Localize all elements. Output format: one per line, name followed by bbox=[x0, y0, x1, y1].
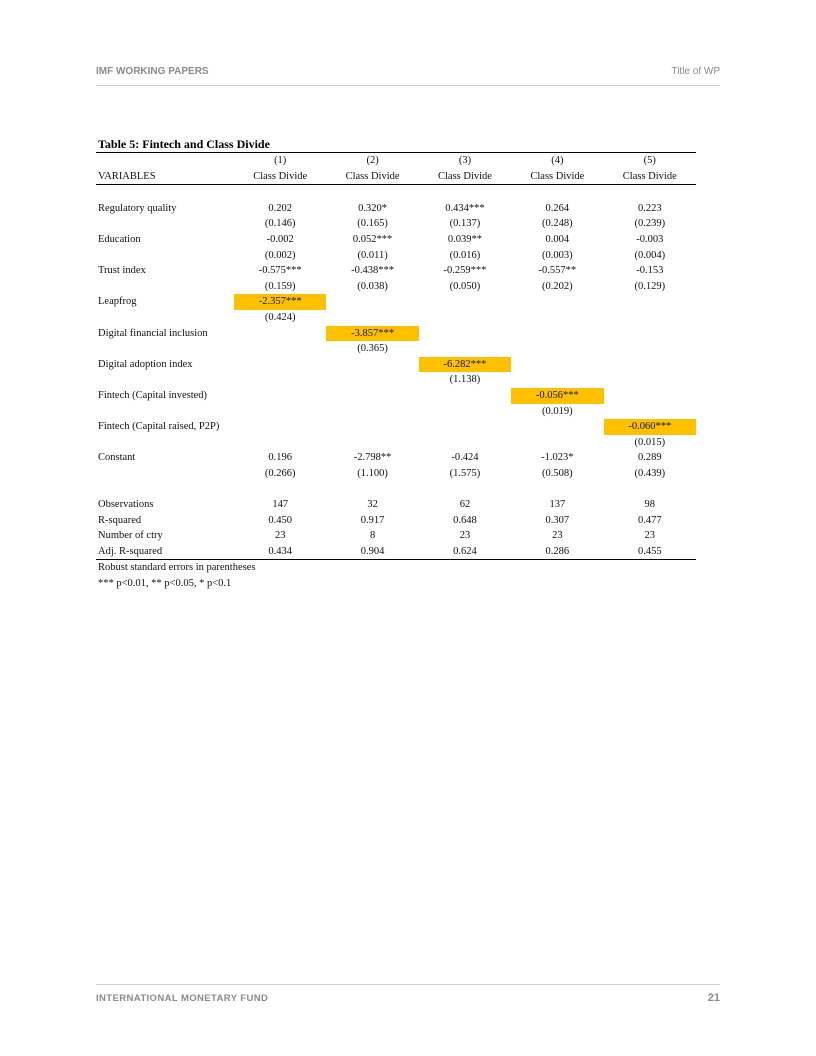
statistic-value: 0.455 bbox=[604, 544, 696, 560]
coefficient-cell: 0.289 bbox=[637, 452, 662, 464]
standard-error-row bbox=[96, 435, 696, 451]
column-number: (1) bbox=[234, 153, 326, 169]
standard-error-cell: (0.137) bbox=[449, 218, 481, 230]
coefficient-cell bbox=[326, 294, 418, 310]
coefficient-cell bbox=[604, 357, 696, 373]
standard-error-row bbox=[96, 404, 696, 420]
standard-error-row bbox=[96, 341, 696, 357]
standard-error-cell: (0.202) bbox=[542, 280, 573, 292]
statistic-value: 23 bbox=[552, 530, 563, 542]
standard-error-cell bbox=[234, 372, 326, 388]
blank-cell bbox=[96, 153, 234, 169]
standard-error-cell: (0.011) bbox=[357, 249, 388, 261]
standard-error-cell bbox=[326, 372, 418, 388]
statistic-value: 62 bbox=[459, 499, 471, 511]
coefficient-cell bbox=[511, 294, 603, 310]
page-header bbox=[96, 66, 720, 86]
standard-error-cell: (0.165) bbox=[357, 218, 388, 230]
coefficient-cell: -3.857*** bbox=[326, 326, 418, 342]
blank-cell bbox=[419, 185, 511, 201]
standard-error-cell bbox=[604, 372, 696, 388]
standard-error-cell: (0.508) bbox=[542, 467, 573, 479]
coefficient-row bbox=[96, 357, 696, 373]
statistics-row bbox=[96, 513, 696, 529]
variable-label: Digital financial inclusion bbox=[98, 327, 208, 339]
standard-error-cell bbox=[326, 435, 418, 451]
standard-error-cell bbox=[604, 404, 696, 420]
standard-error-cell: (0.002) bbox=[264, 249, 296, 261]
coefficient-cell: 0.039** bbox=[447, 233, 483, 245]
page-footer bbox=[96, 984, 720, 1007]
coefficient-cell: 0.223 bbox=[637, 202, 662, 214]
standard-error-row bbox=[96, 279, 696, 295]
standard-error-cell: (0.248) bbox=[542, 218, 573, 230]
coefficient-cell bbox=[326, 357, 418, 373]
statistic-value: 0.904 bbox=[326, 544, 418, 560]
spacer-row bbox=[96, 481, 696, 497]
blank-cell bbox=[96, 341, 234, 357]
blank-cell bbox=[326, 185, 418, 201]
table-note-significance: *** p<0.01, ** p<0.05, * p<0.1 bbox=[98, 578, 232, 590]
dependent-variable-label: Class Divide bbox=[234, 169, 326, 185]
statistic-value: 0.648 bbox=[453, 514, 477, 526]
standard-error-cell: (0.424) bbox=[264, 311, 296, 323]
column-number: (5) bbox=[604, 153, 696, 169]
coefficient-cell: 0.264 bbox=[545, 202, 570, 214]
coefficient-cell bbox=[326, 388, 418, 404]
standard-error-cell bbox=[419, 435, 511, 451]
variable-label: Regulatory quality bbox=[98, 202, 177, 214]
dependent-variable-label: Class Divide bbox=[326, 169, 418, 185]
coefficient-cell bbox=[511, 419, 603, 435]
statistic-label: Observations bbox=[98, 499, 154, 511]
coefficient-cell: -0.056*** bbox=[511, 388, 603, 404]
dependent-variable-label: Class Divide bbox=[419, 169, 511, 185]
blank-cell bbox=[96, 310, 234, 326]
statistic-value: 147 bbox=[272, 499, 289, 511]
standard-error-cell: (0.019) bbox=[542, 405, 573, 417]
standard-error-cell bbox=[326, 310, 418, 326]
coefficient-cell bbox=[604, 388, 696, 404]
coefficient-row bbox=[96, 388, 696, 404]
blank-cell bbox=[604, 481, 696, 497]
dependent-variable-row bbox=[96, 169, 696, 185]
standard-error-row bbox=[96, 310, 696, 326]
coefficient-cell: 0.202 bbox=[268, 202, 292, 214]
column-number: (2) bbox=[326, 153, 418, 169]
coefficient-cell: -0.002 bbox=[266, 233, 294, 245]
coefficient-cell: 0.434*** bbox=[445, 202, 485, 214]
dependent-variable-label: Class Divide bbox=[511, 169, 603, 185]
standard-error-cell: (0.129) bbox=[634, 280, 666, 292]
coefficient-cell: -6.282*** bbox=[419, 357, 511, 373]
coefficient-cell: -0.557** bbox=[538, 265, 577, 277]
coefficient-cell: -1.023* bbox=[541, 452, 574, 464]
coefficient-cell: -0.060*** bbox=[604, 419, 696, 435]
coefficient-cell bbox=[326, 419, 418, 435]
standard-error-cell: (0.016) bbox=[449, 249, 481, 261]
blank-cell bbox=[96, 372, 234, 388]
statistic-value: 0.286 bbox=[511, 544, 603, 560]
coefficient-cell bbox=[604, 326, 696, 342]
coefficient-cell bbox=[234, 388, 326, 404]
header-series-title: IMF WORKING PAPERS bbox=[96, 66, 209, 77]
dependent-variable-label: Class Divide bbox=[604, 169, 696, 185]
statistic-value: 0.434 bbox=[234, 544, 326, 560]
statistic-value: 0.307 bbox=[545, 514, 570, 526]
coefficient-cell bbox=[511, 357, 603, 373]
spacer-row bbox=[96, 185, 696, 201]
variable-label: Fintech (Capital invested) bbox=[98, 389, 208, 401]
standard-error-cell: (0.038) bbox=[357, 280, 388, 292]
coefficient-cell bbox=[234, 357, 326, 373]
standard-error-row bbox=[96, 248, 696, 264]
column-number: (4) bbox=[511, 153, 603, 169]
variable-label: Constant bbox=[98, 452, 136, 464]
standard-error-row bbox=[96, 466, 696, 482]
standard-error-cell bbox=[604, 310, 696, 326]
statistic-value: 23 bbox=[274, 530, 286, 542]
coefficient-cell: 0.196 bbox=[268, 452, 292, 464]
coefficient-cell bbox=[234, 326, 326, 342]
variable-label: Leapfrog bbox=[98, 296, 137, 308]
standard-error-cell bbox=[326, 404, 418, 420]
standard-error-row bbox=[96, 216, 696, 232]
standard-error-cell: (0.004) bbox=[634, 249, 666, 261]
blank-cell bbox=[96, 279, 234, 295]
standard-error-cell: (1.100) bbox=[357, 467, 388, 479]
regression-table-block bbox=[96, 137, 696, 592]
standard-error-cell bbox=[511, 341, 603, 357]
coefficient-cell bbox=[604, 294, 696, 310]
statistic-label: Adj. R-squared bbox=[96, 544, 234, 560]
variable-label: Trust index bbox=[98, 265, 146, 277]
statistic-value: 8 bbox=[369, 530, 376, 542]
standard-error-cell bbox=[511, 435, 603, 451]
coefficient-cell: 0.320* bbox=[358, 202, 388, 214]
blank-cell bbox=[96, 435, 234, 451]
coefficient-cell bbox=[419, 294, 511, 310]
footer-organization: INTERNATIONAL MONETARY FUND bbox=[96, 993, 269, 1004]
standard-error-cell: (0.003) bbox=[542, 249, 573, 261]
statistic-value: 23 bbox=[459, 530, 471, 542]
statistic-label: Number of ctry bbox=[98, 530, 163, 542]
blank-cell bbox=[234, 481, 326, 497]
blank-cell bbox=[419, 481, 511, 497]
coefficient-row bbox=[96, 201, 696, 217]
standard-error-cell: (0.266) bbox=[264, 467, 296, 479]
statistic-value: 98 bbox=[644, 499, 656, 511]
statistic-value: 0.917 bbox=[360, 514, 385, 526]
coefficient-cell: -2.798** bbox=[353, 452, 392, 464]
statistics-row bbox=[96, 544, 696, 560]
coefficient-cell bbox=[419, 419, 511, 435]
variable-label: Digital adoption index bbox=[98, 358, 193, 370]
standard-error-cell: (0.365) bbox=[357, 343, 388, 355]
coefficient-row bbox=[96, 450, 696, 466]
statistics-row bbox=[96, 528, 696, 544]
blank-cell bbox=[604, 185, 696, 201]
standard-error-cell bbox=[234, 435, 326, 451]
coefficient-cell bbox=[419, 326, 511, 342]
statistics-row bbox=[96, 497, 696, 513]
blank-cell bbox=[96, 185, 234, 201]
coefficient-cell: -0.153 bbox=[636, 265, 664, 277]
table-title: Table 5: Fintech and Class Divide bbox=[98, 137, 270, 151]
coefficient-row bbox=[96, 419, 696, 435]
blank-cell bbox=[234, 185, 326, 201]
standard-error-cell: (1.575) bbox=[449, 467, 481, 479]
coefficient-cell: 0.052*** bbox=[352, 233, 393, 245]
table-note-se: Robust standard errors in parentheses bbox=[98, 562, 256, 574]
statistic-value: 0.477 bbox=[637, 514, 662, 526]
blank-cell bbox=[511, 481, 603, 497]
variable-label: Education bbox=[98, 233, 141, 245]
standard-error-cell: (0.159) bbox=[264, 280, 296, 292]
statistic-value: 23 bbox=[644, 530, 656, 542]
blank-cell bbox=[326, 481, 418, 497]
coefficient-cell: 0.004 bbox=[545, 233, 570, 245]
coefficient-cell: -0.438*** bbox=[351, 265, 395, 277]
standard-error-row bbox=[96, 372, 696, 388]
blank-cell bbox=[96, 481, 234, 497]
standard-error-cell bbox=[511, 372, 603, 388]
coefficient-cell bbox=[511, 326, 603, 342]
coefficient-row bbox=[96, 326, 696, 342]
page-number: 21 bbox=[707, 992, 720, 1004]
standard-error-cell: (0.439) bbox=[634, 467, 666, 479]
standard-error-cell bbox=[234, 404, 326, 420]
statistic-value: 32 bbox=[367, 499, 378, 511]
standard-error-cell: (0.146) bbox=[264, 218, 296, 230]
blank-cell bbox=[511, 185, 603, 201]
statistic-value: 0.624 bbox=[419, 544, 511, 560]
coefficient-cell: -2.357*** bbox=[234, 294, 326, 310]
standard-error-cell: (1.138) bbox=[449, 374, 481, 386]
standard-error-cell bbox=[419, 404, 511, 420]
regression-table bbox=[96, 152, 696, 560]
blank-cell bbox=[96, 404, 234, 420]
coefficient-cell bbox=[419, 388, 511, 404]
blank-cell bbox=[96, 466, 234, 482]
blank-cell bbox=[96, 216, 234, 232]
blank-cell bbox=[96, 248, 234, 264]
coefficient-row bbox=[96, 232, 696, 248]
statistic-value: 0.450 bbox=[268, 514, 292, 526]
coefficient-cell: -0.424 bbox=[451, 452, 479, 464]
standard-error-cell bbox=[419, 310, 511, 326]
coefficient-row bbox=[96, 263, 696, 279]
coefficient-cell bbox=[234, 419, 326, 435]
standard-error-cell: (0.050) bbox=[449, 280, 481, 292]
standard-error-cell: (0.239) bbox=[634, 218, 666, 230]
column-number: (3) bbox=[419, 153, 511, 169]
coefficient-row bbox=[96, 294, 696, 310]
standard-error-cell bbox=[511, 310, 603, 326]
variable-label: Fintech (Capital raised, P2P) bbox=[98, 421, 220, 433]
standard-error-cell bbox=[604, 341, 696, 357]
column-number-row bbox=[96, 153, 696, 169]
statistic-label: R-squared bbox=[98, 514, 142, 526]
coefficient-cell: -0.003 bbox=[636, 233, 664, 245]
coefficient-cell: -0.575*** bbox=[258, 265, 302, 277]
variables-header: VARIABLES bbox=[96, 169, 234, 185]
standard-error-cell bbox=[234, 341, 326, 357]
standard-error-cell bbox=[419, 341, 511, 357]
statistic-value: 137 bbox=[549, 499, 566, 511]
header-paper-title: Title of WP bbox=[671, 66, 720, 77]
standard-error-cell: (0.015) bbox=[634, 436, 666, 448]
coefficient-cell: -0.259*** bbox=[443, 265, 487, 277]
